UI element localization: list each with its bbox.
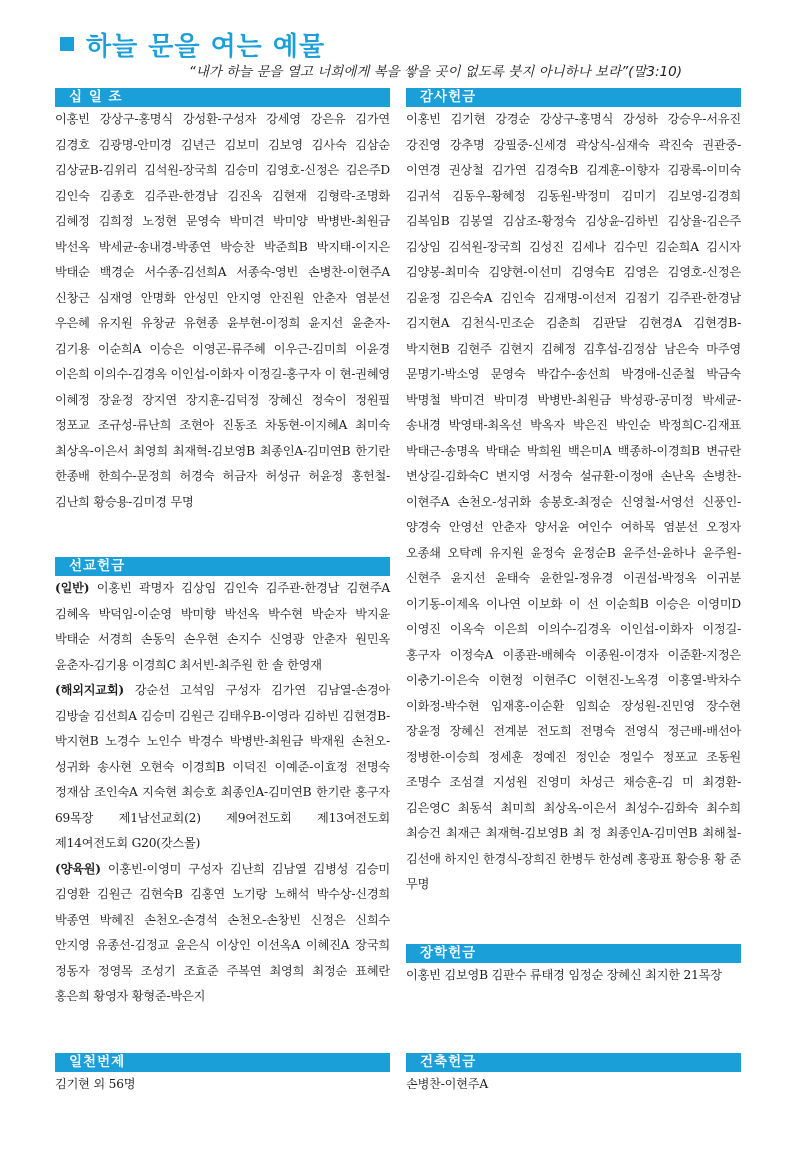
mission-group-label: (일반) [55,581,90,595]
scholarship-section [406,944,741,989]
scholarship-heading: 장학헌금 [406,944,741,963]
tithe-heading: 십 일 조 [55,88,390,107]
building-names: 손병찬-이현주A [406,1077,488,1091]
mission-group-names: 강순선 고석임 구성자 김가연 김남열-손경아 김방술 김선희A 김승미 김원근 김태우B-이영라 김하빈 김현경B-박지현B 노경수 노인수 박경수 박병반-최원금 박재원 손천오-성귀화 송사현 오현숙 이경희B 이덕진 이예준-이효정 전명숙 정재삼 조인숙A 지숙현 최승호 최종인A-김미연B 한기란 홍구자 69목장 제1남선교회(2) 제9여전도회 제13여전도회 제14여전도회 G20(갓스몰) [55,683,390,850]
building-heading: 건축헌금 [406,1053,741,1072]
mission-names [55,576,390,1010]
mission-group-nurture [55,857,390,1010]
page-header [60,24,325,64]
scholarship-names: 이홍빈 김보영B 김판수 류태경 임정순 장혜신 최지한 21목장 [406,968,722,982]
tithe-section [55,88,390,515]
tithe-names: 이홍빈 강상구-홍명식 강성환-구성자 강세영 강은유 김가연 김경호 김광명-안미경 김년근 김보미 김보영 김사숙 김삼순 김상균B-김위리 김석원-장국희 김승미 김영호-신정은 김은주D 김인숙 김종호 김주관-한경남 김진옥 김현재 김형락-조명화 김혜정 김희정 노정현 문영숙 박미견 박미양 박병반-최원금 박선옥 박세균-송내경-박종연 박승찬 박준희B 박지태-이지은 박태순 백경순 서수종-김선희A 서종숙-영빈 손병찬-이현주A 신창근 심재영 안명화 안성민 안지영 안진원 안춘자 염분선 우은혜 유지원 유창균 유현종 윤부현-이정희 윤지선 윤춘자-김기용 이순희A 이승은 이영곤-류주혜 이우근-김미희 이윤경 이은희 이의수-김경옥 이인섭-이화자 이정길-홍구자 이 현-권혜영 이혜정 장윤정 장지연 장지훈-김덕정 장혜신 정숙이 정원필 정포교 조규성-류난희 조현아 진동조 차동현-이지혜A 최미숙 최상옥-이은서 최영희 최재혁-김보영B 최종인A-김미연B 한기란 한종배 한희수-문정희 허경숙 허금자 허성규 허윤정 홍헌철-김난희 황승용-김미경 무명 [55,112,390,509]
mission-group-names: 이홍빈 곽명자 김상임 김인숙 김주관-한경남 김현주A 김혜옥 박덕임-이순영 박미향 박선옥 박수현 박순자 박지윤 박태순 서경희 손동익 손우현 손지수 신영광 안춘자 원민옥 윤춘자-김기용 이경희C 최서빈-최주원 한 솔 한영재 [55,581,390,672]
bible-quote: “내가 하늘 문을 열고 너희에게 복을 쌓을 곳이 없도록 붓지 아니하나 보라”(말3:10) [188,64,682,80]
building-section [406,1053,741,1098]
thanks-heading: 감사헌금 [406,88,741,107]
mission-group-label: (양육원) [55,861,101,876]
mission-heading: 선교헌금 [55,557,390,576]
firstfruits-names: 김기현 외 56명 [55,1077,136,1091]
mission-group-names: 이홍빈-이영미 구성자 김난희 김남열 김병성 김승미 김영환 김원근 김현숙B 김홍연 노기랑 노해석 박수상-신경희 박종연 박혜진 손천오-손경석 손천오-손창빈 신정은 신희수 안지영 유종선-김정교 윤은식 이상인 이선옥A 이혜진A 장국희 정동자 정영목 조성기 조효준 주복연 최영희 최정순 표혜란 홍은희 황영자 황형준-박은지 [55,861,390,1003]
firstfruits-section [55,1053,390,1098]
mission-group-label: (해외지교회) [55,683,124,697]
thanks-section [406,88,741,898]
title-bullet-square [60,37,74,51]
mission-group-general [55,576,390,678]
page-title: 하늘 문을 여는 예물 [86,31,326,62]
thanks-names: 이홍빈 김기현 강경순 강상구-홍명식 강성하 강승우-서유진 강진영 강추명 강필중-신세경 곽상식-심재숙 곽진숙 권관중-이연경 권상철 김가연 김경숙B 김계훈-이향자 김광록-이미숙 김귀석 김동우-황혜정 김동원-박정미 김미기 김보영-김경희 김복임B 김봉열 김삼조-황정숙 김상윤-김하빈 김상율-김은주 김상임 김석원-장국희 김성진 김세나 김수민 김순희A 김시자 김양봉-최미숙 김양현-이선미 김영숙E 김영은 김영호-신정은 김윤정 김은숙A 김인숙 김재명-이선저 김점기 김주관-한경남 김지현A 김천식-민조순 김춘희 김판달 김현경A 김현경B-박지현B 김현주 김현지 김혜정 김후섭-김정삼 남은숙 마주영 문명기-박소영 문영숙 박갑수-송선희 박경애-신준철 박금숙 박명철 박미견 박미경 박병반-최원금 박성광-공미정 박세균-송내경 박영태-최옥선 박옥자 박은진 박인순 박정희C-김재표 박태근-송명옥 박태순 박희원 백은미A 백종하-이경희B 변규란 변상길-김화숙C 변지영 서정숙 설규환-이정애 손난옥 손병찬-이현주A 손천오-성귀화 송봉호-최정순 신영철-서영선 신풍인-양경숙 안영선 안춘자 양서윤 여인수 여하목 염분선 오정자 오종쇄 오탁례 유지원 윤정숙 윤정순B 윤주선-윤하나 윤주원-신현주 윤지선 윤태숙 윤한일-정유경 이권섭-박정옥 이귀분 이기동-이제옥 이나연 이보화 이 선 이순희B 이승은 이영미D 이영진 이옥숙 이은희 이의수-김경옥 이인섭-이화자 이정길-홍구자 이정숙A 이종관-배혜숙 이종원-이경자 이준환-지정은 이충기-이은숙 이현정 이현주C 이현진-노옥경 이홍열-박차수 이화정-박수현 임재홍-이순환 임희순 장성원-진민영 장수현 장윤정 장혜신 전계분 전도희 전명숙 전영식 정근배-배선아 정병한-이승희 정세훈 정예진 정인순 정일수 정포교 조동원 조명수 조섬결 지성원 진영미 차성근 채승훈-김 미 최경환-김은영C 최동석 최미희 최상옥-이은서 최성수-김화숙 최수희 최승건 최재근 최재혁-김보영B 최 정 최종인A-김미연B 최해철-김선애 하지인 한경식-장희진 한병두 한성례 홍광표 황승용 황 준 무명 [406,112,741,891]
firstfruits-heading: 일천번제 [55,1053,390,1072]
mission-section [55,557,390,1010]
mission-group-overseas [55,678,390,857]
